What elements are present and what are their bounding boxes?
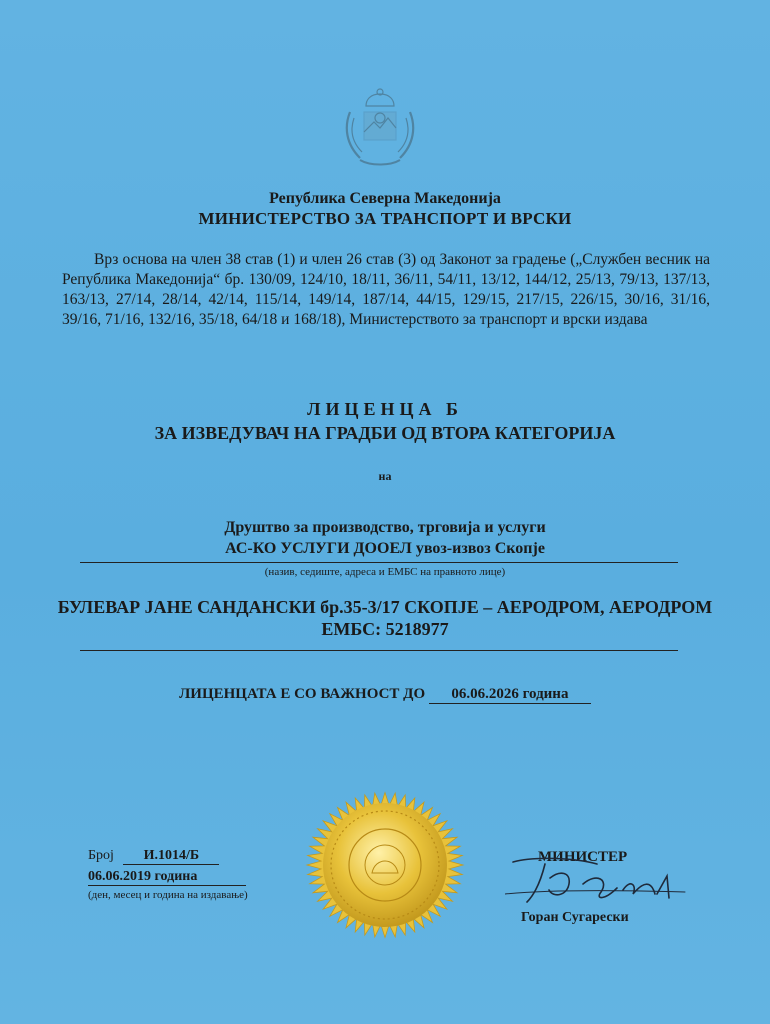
legal-basis-paragraph: Врз основа на член 38 став (1) и член 26 став (3) од Законот за градење („Службен весник на Република Македонија“ бр. 130/09, 124/10, 18/11, 36/11, 54/11, 13/12, 144/12, 25/13, 79/13, 137/13, 163/13, 27/14, 28/14, 42/14, 115/14, 149/14, 187/14, 44/15, 129/15, 217/15, 226/15, 30/16, 31/16, 39/16, 71/16, 132/16, 35/18, 64/18 и 168/18), Министерството за транспорт и врски издава [62, 251, 710, 328]
minister-title: МИНИСТЕР [538, 849, 628, 865]
license-subtitle: ЗА ИЗВЕДУВАЧ НА ГРАДБИ ОД ВТОРА КАТЕГОРИЈА [154, 423, 616, 443]
issue-number-row [88, 848, 248, 865]
coat-of-arms-emblem [330, 82, 430, 172]
address-underline [80, 650, 678, 651]
license-title: ЛИЦЕНЦА Б [307, 399, 463, 419]
company-caption: (назив, седиште, адреса и ЕМБС на правното лице) [264, 566, 506, 578]
minister-name: Горан Сугарески [521, 910, 629, 925]
company-address: БУЛЕВАР ЈАНЕ САНДАНСКИ бр.35-3/17 СКОПЈЕ – АЕРОДРОМ, АЕРОДРОМ [57, 597, 713, 617]
republic-name: Република Северна Македонија [269, 190, 501, 207]
validity-date: 06.06.2026 година [429, 686, 591, 704]
company-name: АС-КО УСЛУГИ ДООЕЛ увоз-извоз Скопје [225, 540, 545, 557]
issue-date: 06.06.2019 година [88, 869, 246, 886]
validity-line [0, 686, 770, 704]
company-embs: ЕМБС: 5218977 [321, 619, 449, 639]
issue-date-caption: (ден, месец и година на издавање) [88, 889, 248, 901]
ministry-name: МИНИСТЕРСТВО ЗА ТРАНСПОРТ И ВРСКИ [198, 209, 572, 228]
gold-seal-icon [300, 785, 470, 945]
company-underline [80, 562, 678, 563]
company-type: Друштво за производство, трговија и услуги [224, 519, 546, 536]
issue-number: И.1014/Б [123, 848, 219, 865]
license-to-label: на [378, 469, 392, 483]
validity-label: ЛИЦЕНЦАТА Е СО ВАЖНОСТ ДО [179, 686, 426, 702]
issue-block [88, 848, 248, 901]
issue-number-label: Број [88, 848, 114, 863]
